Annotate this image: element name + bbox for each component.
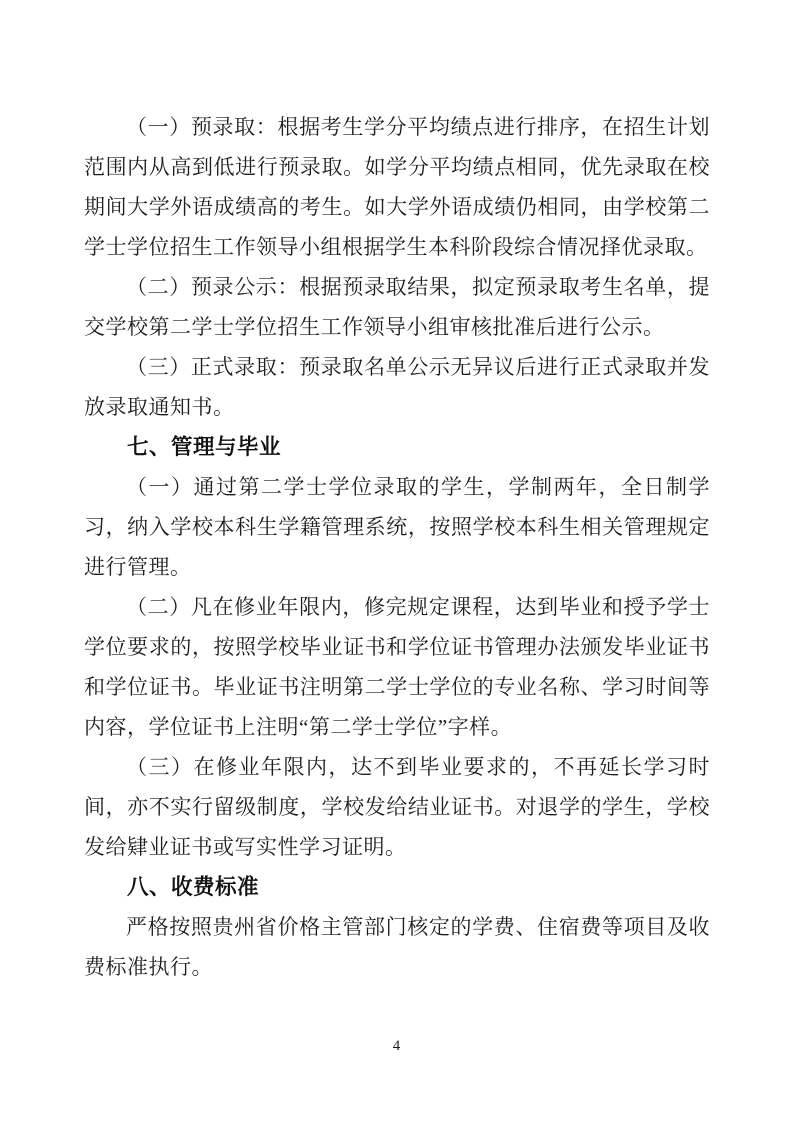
section-heading-management-graduation: 七、管理与毕业 [127, 435, 282, 459]
paragraph-graduation-certificates: （二）凡在修业年限内，修完规定课程，达到毕业和授予学士学位要求的，按照学校毕业证书和学位证书管理办法颁发毕业证书和学位证书。毕业证书注明第二学士学位的专业名称、学习时间等内容，学位证书上注明“第二学士学位”字样。 [84, 595, 710, 739]
page-number: 4 [392, 1038, 401, 1054]
paragraph-fee-standards: 严格按照贵州省价格主管部门核定的学费、住宿费等项目及收费标准执行。 [84, 915, 710, 979]
section-heading-fees: 八、收费标准 [127, 875, 260, 899]
document-body [84, 107, 710, 987]
paragraph-pre-admission-publicity: （二）预录公示：根据预录取结果，拟定预录取考生名单，提交学校第二学士学位招生工作领导小组审核批准后进行公示。 [84, 275, 710, 339]
paragraph-enrollment-management: （一）通过第二学士学位录取的学生，学制两年，全日制学习，纳入学校本科生学籍管理系统，按照学校本科生相关管理规定进行管理。 [84, 475, 710, 579]
paragraph-pre-admission: （一）预录取：根据考生学分平均绩点进行排序，在招生计划范围内从高到低进行预录取。如学分平均绩点相同，优先录取在校期间大学外语成绩高的考生。如大学外语成绩仍相同，由学校第二学士学位招生工作领导小组根据学生本科阶段综合情况择优录取。 [84, 115, 710, 259]
paragraph-non-graduation: （三）在修业年限内，达不到毕业要求的，不再延长学习时间，亦不实行留级制度，学校发给结业证书。对退学的学生，学校发给肄业证书或写实性学习证明。 [84, 755, 710, 859]
paragraph-formal-admission: （三）正式录取：预录取名单公示无异议后进行正式录取并发放录取通知书。 [84, 355, 710, 419]
